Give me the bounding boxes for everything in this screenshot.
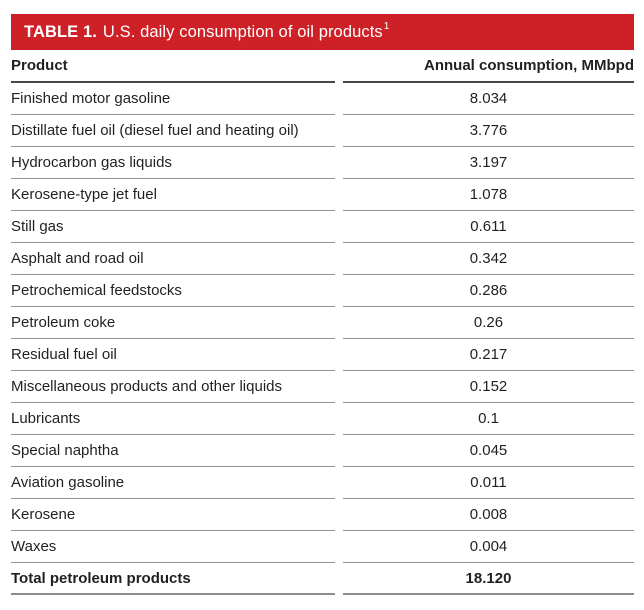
product-cell: Lubricants xyxy=(11,403,335,435)
table-row xyxy=(11,403,634,435)
product-cell: Finished motor gasoline xyxy=(11,83,335,115)
product-cell: Aviation gasoline xyxy=(11,467,335,499)
table-rows xyxy=(11,83,634,563)
table-row xyxy=(11,115,634,147)
table-row xyxy=(11,275,634,307)
value-cell: 1.078 xyxy=(343,179,634,211)
value-cell: 0.045 xyxy=(343,435,634,467)
table-row xyxy=(11,243,634,275)
table-row xyxy=(11,147,634,179)
product-cell: Special naphtha xyxy=(11,435,335,467)
value-cell: 0.342 xyxy=(343,243,634,275)
table-row xyxy=(11,179,634,211)
product-cell: Kerosene-type jet fuel xyxy=(11,179,335,211)
value-cell: 0.004 xyxy=(343,531,634,563)
value-cell: 0.008 xyxy=(343,499,634,531)
total-row xyxy=(11,563,634,595)
value-cell: 0.26 xyxy=(343,307,634,339)
value-cell: 3.776 xyxy=(343,115,634,147)
value-cell: 0.152 xyxy=(343,371,634,403)
product-cell: Miscellaneous products and other liquids xyxy=(11,371,335,403)
value-cell: 0.011 xyxy=(343,467,634,499)
table-row xyxy=(11,307,634,339)
table-header-row xyxy=(11,50,634,83)
value-cell: 3.197 xyxy=(343,147,634,179)
value-cell: 0.1 xyxy=(343,403,634,435)
table-row xyxy=(11,435,634,467)
table-title-bar: TABLE 1. U.S. daily consumption of oil products $^1$ xyxy=(11,14,634,50)
value-cell: 0.611 xyxy=(343,211,634,243)
product-cell: Petroleum coke xyxy=(11,307,335,339)
product-cell: Kerosene xyxy=(11,499,335,531)
table-row xyxy=(11,499,634,531)
value-cell: 0.286 xyxy=(343,275,634,307)
column-header-product: Product xyxy=(11,50,335,83)
consumption-table xyxy=(11,14,634,595)
product-cell: Waxes xyxy=(11,531,335,563)
table-title-text: U.S. daily consumption of oil products xyxy=(102,22,383,41)
total-label-cell: Total petroleum products xyxy=(11,563,335,595)
value-cell: 0.217 xyxy=(343,339,634,371)
table-row xyxy=(11,467,634,499)
product-cell: Distillate fuel oil (diesel fuel and heating oil) xyxy=(11,115,335,147)
column-header-value: Annual consumption, MMbpd xyxy=(343,50,634,83)
product-cell: Still gas xyxy=(11,211,335,243)
table-row xyxy=(11,211,634,243)
table-row xyxy=(11,531,634,563)
total-value-cell: 18.120 xyxy=(343,563,634,595)
product-cell: Residual fuel oil xyxy=(11,339,335,371)
table-row xyxy=(11,83,634,115)
table-row xyxy=(11,371,634,403)
product-cell: Hydrocarbon gas liquids xyxy=(11,147,335,179)
value-cell: 8.034 xyxy=(343,83,634,115)
product-cell: Asphalt and road oil xyxy=(11,243,335,275)
table-number-label: TABLE 1. xyxy=(24,22,97,41)
table-row xyxy=(11,339,634,371)
product-cell: Petrochemical feedstocks xyxy=(11,275,335,307)
